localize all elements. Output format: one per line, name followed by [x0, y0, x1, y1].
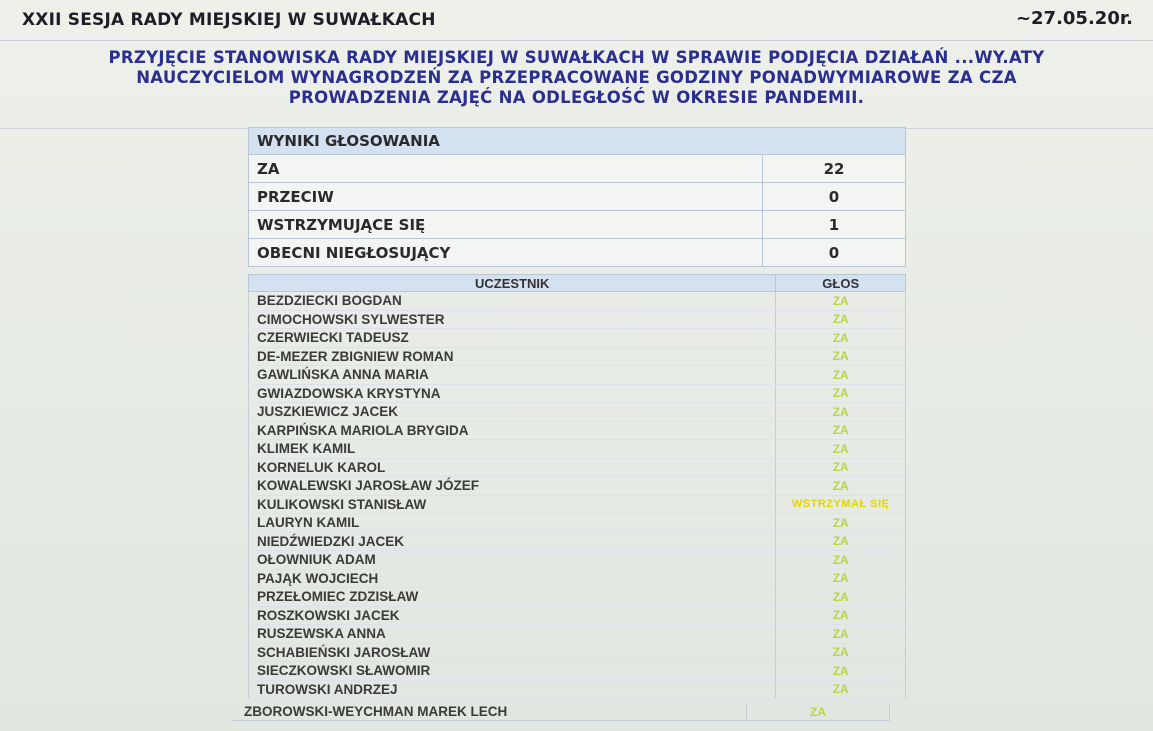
table-row	[249, 366, 906, 385]
results-table	[248, 127, 906, 267]
table-row	[249, 680, 906, 699]
participant-vote: ZA	[776, 588, 906, 607]
result-row	[249, 155, 906, 183]
resolution-title	[0, 48, 1153, 108]
participant-name: ZBOROWSKI-WEYCHMAN MAREK LECH	[244, 704, 508, 719]
participant-vote: ZA	[776, 384, 906, 403]
participants-body	[249, 292, 906, 699]
result-value: 1	[763, 211, 906, 239]
participant-name: ROSZKOWSKI JACEK	[249, 606, 776, 625]
participant-name: KOWALEWSKI JAROSŁAW JÓZEF	[249, 477, 776, 496]
table-row	[249, 551, 906, 570]
participant-name: DE-MEZER ZBIGNIEW ROMAN	[249, 347, 776, 366]
participant-vote: ZA	[776, 440, 906, 459]
participant-name: SCHABIEŃSKI JAROSŁAW	[249, 643, 776, 662]
participant-vote: ZA	[776, 421, 906, 440]
table-row	[249, 384, 906, 403]
resolution-line: PRZYJĘCIE STANOWISKA RADY MIEJSKIEJ W SUWAŁKACH W SPRAWIE PODJĘCIA DZIAŁAŃ ...WY.ATY	[108, 48, 1045, 67]
table-row	[249, 532, 906, 551]
resolution-line: NAUCZYCIELOM WYNAGRODZEŃ ZA PRZEPRACOWANE GODZINY PONADWYMIAROWE ZA CZA	[136, 68, 1017, 87]
result-value: 0	[763, 239, 906, 267]
participant-name: KLIMEK KAMIL	[249, 440, 776, 459]
participant-name: JUSZKIEWICZ JACEK	[249, 403, 776, 422]
row-divider	[232, 720, 890, 721]
session-title: XXII SESJA RADY MIEJSKIEJ W SUWAŁKACH	[22, 10, 436, 30]
participant-vote: ZA	[776, 569, 906, 588]
table-row	[249, 625, 906, 644]
table-row	[249, 458, 906, 477]
participant-name: GAWLIŃSKA ANNA MARIA	[249, 366, 776, 385]
resolution-line: PROWADZENIA ZAJĘĆ NA ODLEGŁOŚĆ W OKRESIE PANDEMII.	[288, 88, 865, 107]
table-row	[249, 310, 906, 329]
participant-vote: ZA	[776, 551, 906, 570]
participant-name: PAJĄK WOJCIECH	[249, 569, 776, 588]
table-row	[249, 292, 906, 311]
participant-vote: ZA	[776, 458, 906, 477]
table-row	[249, 514, 906, 533]
table-row	[249, 440, 906, 459]
result-label: PRZECIW	[249, 183, 763, 211]
table-row	[249, 329, 906, 348]
result-label: WSTRZYMUJĄCE SIĘ	[249, 211, 763, 239]
result-row	[249, 239, 906, 267]
column-header-participant: UCZESTNIK	[249, 275, 776, 292]
participant-vote: ZA	[776, 643, 906, 662]
table-row	[249, 495, 906, 514]
table-row	[249, 606, 906, 625]
participant-vote: ZA	[776, 366, 906, 385]
result-label: ZA	[249, 155, 763, 183]
result-label: OBECNI NIEGŁOSUJĄCY	[249, 239, 763, 267]
participant-vote: ZA	[746, 703, 890, 721]
result-row	[249, 183, 906, 211]
participant-vote: ZA	[776, 329, 906, 348]
participant-vote: ZA	[776, 292, 906, 311]
participant-name: CZERWIECKI TADEUSZ	[249, 329, 776, 348]
participant-vote: ZA	[776, 662, 906, 681]
participant-vote: ZA	[776, 310, 906, 329]
participant-vote: ZA	[776, 625, 906, 644]
participant-name: OŁOWNIUK ADAM	[249, 551, 776, 570]
participant-name: KARPIŃSKA MARIOLA BRYGIDA	[249, 421, 776, 440]
table-row	[249, 662, 906, 681]
session-date: ~27.05.20r.	[1015, 8, 1133, 29]
participants-table	[248, 274, 906, 699]
column-header-vote: GŁOS	[776, 275, 906, 292]
table-row	[249, 569, 906, 588]
participant-name: CIMOCHOWSKI SYLWESTER	[249, 310, 776, 329]
results-heading: WYNIKI GŁOSOWANIA	[249, 128, 906, 155]
participant-name: KORNELUK KAROL	[249, 458, 776, 477]
participant-vote: ZA	[776, 347, 906, 366]
participant-name: SIECZKOWSKI SŁAWOMIR	[249, 662, 776, 681]
participant-name: LAURYN KAMIL	[249, 514, 776, 533]
table-row	[249, 421, 906, 440]
participant-name: RUSZEWSKA ANNA	[249, 625, 776, 644]
participant-name: NIEDŹWIEDZKI JACEK	[249, 532, 776, 551]
participant-vote: ZA	[776, 606, 906, 625]
table-row	[249, 588, 906, 607]
table-row	[249, 643, 906, 662]
participant-name: KULIKOWSKI STANISŁAW	[249, 495, 776, 514]
participant-vote: ZA	[776, 514, 906, 533]
table-row	[249, 347, 906, 366]
header-band	[0, 0, 1153, 41]
participant-vote: ZA	[776, 532, 906, 551]
participant-name: BEZDZIECKI BOGDAN	[249, 292, 776, 311]
table-row-last	[232, 703, 890, 721]
participant-vote: WSTRZYMAŁ SIĘ	[776, 495, 906, 514]
participant-vote: ZA	[776, 477, 906, 496]
result-value: 0	[763, 183, 906, 211]
result-row	[249, 211, 906, 239]
participant-name: TUROWSKI ANDRZEJ	[249, 680, 776, 699]
table-row	[249, 477, 906, 496]
participant-name: GWIAZDOWSKA KRYSTYNA	[249, 384, 776, 403]
participant-name: PRZEŁOMIEC ZDZISŁAW	[249, 588, 776, 607]
participant-vote: ZA	[776, 403, 906, 422]
participant-vote: ZA	[776, 680, 906, 699]
result-value: 22	[763, 155, 906, 183]
table-row	[249, 403, 906, 422]
